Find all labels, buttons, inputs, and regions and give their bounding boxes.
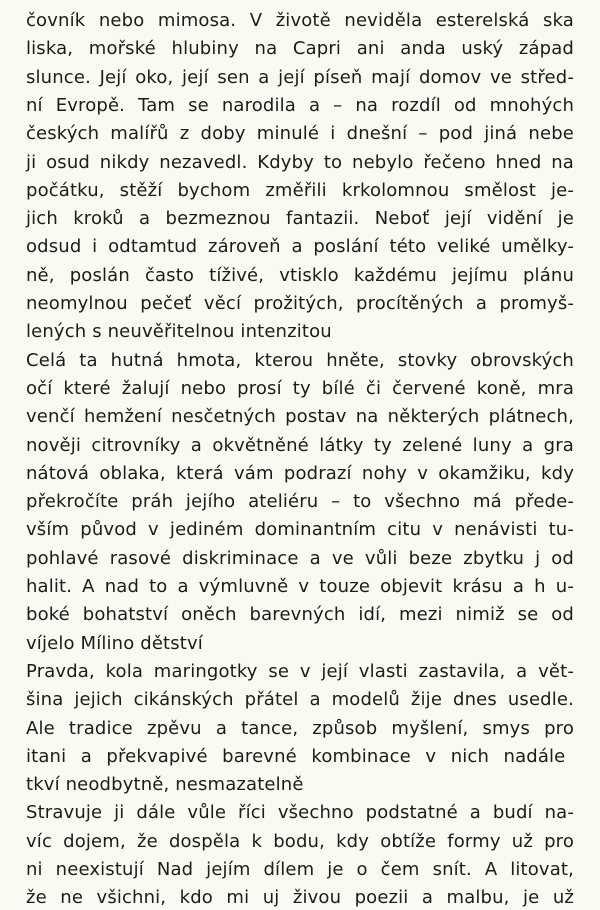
text-line: počátku, stěží bychom změřili krkolomnou smělost je- <box>26 179 574 201</box>
text-line: lených s neuvěřitelnou intenzitou <box>26 321 332 343</box>
text-line: jich kroků a bezmeznou fantazii. Neboť její vidění je <box>26 208 574 230</box>
text-line: slunce. Její oko, její sen a její píseň mají domov ve střed- <box>26 66 574 88</box>
text-line: Celá ta hutná hmota, kterou hněte, stovky obrovských <box>26 349 574 371</box>
text-line: čovník nebo mimosa. V životě neviděla esterelská ska <box>26 10 574 31</box>
text-line: vším původ v jediném dominantním citu v nenávisti tu- <box>26 519 574 541</box>
text-line: Ale tradice zpěvu a tance, způsob myšlení, smys pro <box>26 717 574 739</box>
text-line: šina jejich cikánských přátel a modelů žije dnes usedle. <box>26 689 574 711</box>
text-line: ní Evropě. Tam se narodila a – na rozdíl od mnohých <box>26 94 574 116</box>
text-line: tkví neodbytně, nesmazatelně <box>26 774 304 796</box>
text-line: českých malířů z doby minulé i dnešní – pod jiná nebe <box>26 123 574 145</box>
text-line: liska, mořské hlubiny na Capri ani anda uský západ <box>26 38 574 60</box>
text-line: očí které žalují nebo prosí ty bílé či červené koně, mra <box>26 377 574 399</box>
text-line: Pravda, kola maringotky se v její vlasti zastavila, a vět- <box>26 660 574 682</box>
text-line: ni neexistují Nad jejím dílem je o čem snít. A litovat, <box>26 859 574 880</box>
text-line: pohlavé rasové diskriminace a ve vůli beze zbytku j od <box>26 547 574 569</box>
text-line: neomylnou pečeť věcí prožitých, procítěných a promyš- <box>26 293 574 314</box>
text-line: nověji citrovníky a okvětněné látky ty zelené luny a gra <box>26 434 574 456</box>
text-line: itani a překvapivé barevné kombinace v nich nadále <box>26 745 566 767</box>
text-line: víjelo Mílino dětství <box>26 632 203 654</box>
text-line: Stravuje ji dále vůle říci všechno podstatné a budí na- <box>26 802 574 824</box>
text-line: překročíte práh jejího ateliéru – to všechno má přede- <box>26 491 574 513</box>
text-line: halit. A nad to a výmluvně v touze objevit krásu a h u- <box>26 576 574 597</box>
text-line: že ne všichni, kdo mi uj živou poezii a malbu, je už <box>26 887 574 909</box>
text-line: víc dojem, že dospěla k bodu, kdy obtíže formy už pro <box>26 830 574 852</box>
text-line: boké bohatství oněch barevných idí, mezi nimiž se od <box>26 604 574 626</box>
text-line: ně, poslán často tíživé, vtisklo každému jejímu plánu <box>26 264 574 286</box>
text-line: venčí hemžení nesčetných postav na některých plátnech, <box>26 406 574 428</box>
text-line: nátová oblaka, která vám podrazí nohy v okamžiku, kdy <box>26 462 574 484</box>
text-line: ji osud nikdy nezavedl. Kdyby to nebylo řečeno hned na <box>26 151 574 173</box>
text-line: odsud i odtamtud zároveň a poslání této veliké umělky- <box>26 236 574 258</box>
